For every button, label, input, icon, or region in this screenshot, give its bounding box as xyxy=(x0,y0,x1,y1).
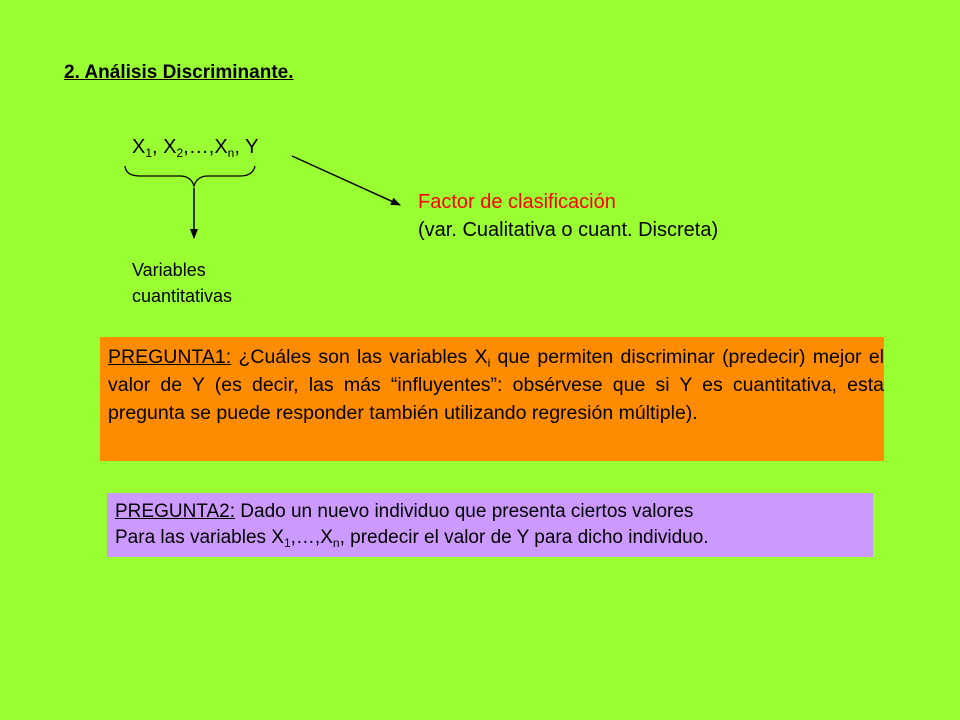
question2-subscript-n: n xyxy=(332,536,340,550)
factor-title: Factor de clasificación xyxy=(418,191,616,213)
quant-label-line1: Variables xyxy=(132,260,206,280)
slide-title: 2. Análisis Discriminante. xyxy=(64,62,294,83)
quant-label-line2: cuantitativas xyxy=(132,286,233,306)
separator: , xyxy=(152,136,164,158)
curly-brace xyxy=(125,166,255,186)
question2-text-a: Dado un nuevo individuo que presenta ciertos valores xyxy=(235,501,694,522)
var-x1-subscript: 1 xyxy=(145,146,153,160)
quantitative-variables-label xyxy=(132,257,232,309)
ellipsis-separator: ,…, xyxy=(183,136,215,158)
factor-arrow xyxy=(292,156,400,205)
question1-subscript: i xyxy=(487,356,491,370)
var-x1: X xyxy=(132,136,146,158)
factor-description xyxy=(418,188,718,244)
var-xn-subscript: n xyxy=(227,146,235,160)
question2-text-d: , predecir el valor de Y para dicho individuo. xyxy=(339,527,709,548)
question1-text-b: que permiten discriminar (predecir) mejor el valor de Y (es decir, las más “influyentes”: obsérvese que si Y es cuantitativa, esta pregunta se puede responder también utilizando regresión múltiple). xyxy=(108,346,884,424)
question2-box xyxy=(107,493,873,557)
question1-text-a: ¿Cuáles son las variables X xyxy=(231,346,488,368)
var-xn: X xyxy=(214,136,228,158)
var-x2-subscript: 2 xyxy=(176,146,184,160)
separator: , xyxy=(234,136,246,158)
question2-text-c: ,…,X xyxy=(290,527,333,548)
question2-subscript-1: 1 xyxy=(283,536,291,550)
factor-subtitle: (var. Cualitativa o cuant. Discreta) xyxy=(418,219,719,241)
question1-box xyxy=(100,337,884,461)
question2-text-b: Para las variables X xyxy=(115,527,284,548)
question1-label: PREGUNTA1: xyxy=(108,346,232,368)
var-y: Y xyxy=(245,136,259,158)
question2-label: PREGUNTA2: xyxy=(115,501,236,522)
var-x2: X xyxy=(163,136,177,158)
